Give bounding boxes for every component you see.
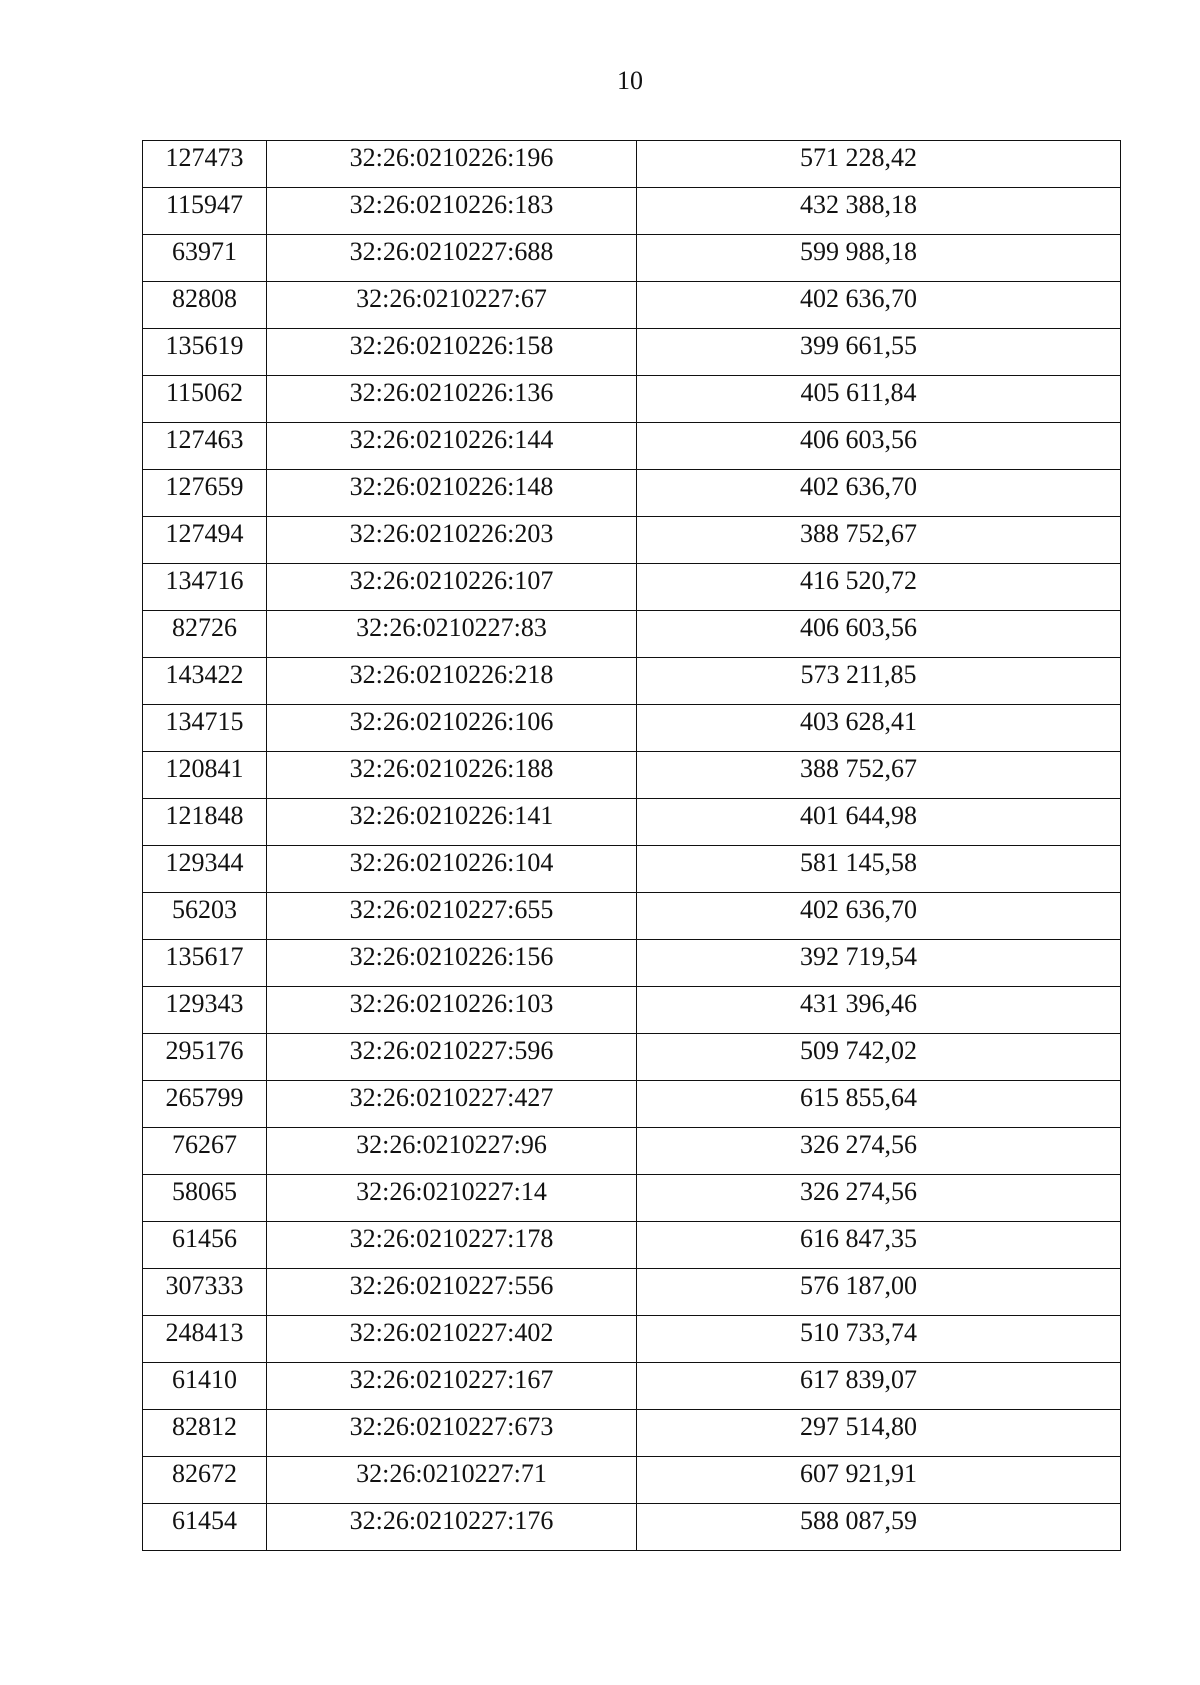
table-row	[143, 1504, 1121, 1551]
record-number-cell: 61456	[143, 1222, 267, 1269]
record-number-cell: 82812	[143, 1410, 267, 1457]
value-cell: 416 520,72	[637, 564, 1121, 611]
table-row	[143, 658, 1121, 705]
value-cell: 616 847,35	[637, 1222, 1121, 1269]
value-cell: 403 628,41	[637, 705, 1121, 752]
cadastral-number-cell: 32:26:0210226:156	[267, 940, 637, 987]
record-number-cell: 134715	[143, 705, 267, 752]
table-row	[143, 1128, 1121, 1175]
table-row	[143, 188, 1121, 235]
table-row	[143, 1222, 1121, 1269]
cadastral-number-cell: 32:26:0210227:402	[267, 1316, 637, 1363]
value-cell: 392 719,54	[637, 940, 1121, 987]
value-cell: 388 752,67	[637, 517, 1121, 564]
record-number-cell: 82672	[143, 1457, 267, 1504]
value-cell: 615 855,64	[637, 1081, 1121, 1128]
value-cell: 388 752,67	[637, 752, 1121, 799]
cadastral-number-cell: 32:26:0210226:148	[267, 470, 637, 517]
record-number-cell: 127473	[143, 141, 267, 188]
cadastral-number-cell: 32:26:0210227:83	[267, 611, 637, 658]
record-number-cell: 295176	[143, 1034, 267, 1081]
record-number-cell: 115062	[143, 376, 267, 423]
record-number-cell: 63971	[143, 235, 267, 282]
value-cell: 431 396,46	[637, 987, 1121, 1034]
cadastral-number-cell: 32:26:0210227:688	[267, 235, 637, 282]
record-number-cell: 82726	[143, 611, 267, 658]
value-cell: 297 514,80	[637, 1410, 1121, 1457]
table-row	[143, 1410, 1121, 1457]
table-row	[143, 799, 1121, 846]
cadastral-number-cell: 32:26:0210226:144	[267, 423, 637, 470]
cadastral-number-cell: 32:26:0210226:107	[267, 564, 637, 611]
value-cell: 399 661,55	[637, 329, 1121, 376]
value-cell: 581 145,58	[637, 846, 1121, 893]
cadastral-number-cell: 32:26:0210227:655	[267, 893, 637, 940]
cadastral-number-cell: 32:26:0210227:556	[267, 1269, 637, 1316]
cadastral-number-cell: 32:26:0210226:203	[267, 517, 637, 564]
table-row	[143, 611, 1121, 658]
record-number-cell: 135617	[143, 940, 267, 987]
value-cell: 405 611,84	[637, 376, 1121, 423]
value-cell: 406 603,56	[637, 611, 1121, 658]
record-number-cell: 58065	[143, 1175, 267, 1222]
cadastral-number-cell: 32:26:0210226:183	[267, 188, 637, 235]
record-number-cell: 265799	[143, 1081, 267, 1128]
page-number: 10	[617, 66, 643, 95]
data-table	[142, 140, 1121, 1551]
cadastral-number-cell: 32:26:0210227:673	[267, 1410, 637, 1457]
table-row	[143, 1363, 1121, 1410]
table-row	[143, 517, 1121, 564]
cadastral-number-cell: 32:26:0210226:103	[267, 987, 637, 1034]
value-cell: 588 087,59	[637, 1504, 1121, 1551]
value-cell: 326 274,56	[637, 1175, 1121, 1222]
cadastral-number-cell: 32:26:0210227:596	[267, 1034, 637, 1081]
record-number-cell: 127659	[143, 470, 267, 517]
table-row	[143, 1316, 1121, 1363]
value-cell: 406 603,56	[637, 423, 1121, 470]
table-row	[143, 1457, 1121, 1504]
record-number-cell: 248413	[143, 1316, 267, 1363]
table-row	[143, 141, 1121, 188]
cadastral-number-cell: 32:26:0210227:167	[267, 1363, 637, 1410]
record-number-cell: 61410	[143, 1363, 267, 1410]
record-number-cell: 121848	[143, 799, 267, 846]
table-body	[143, 141, 1121, 1551]
cadastral-number-cell: 32:26:0210226:141	[267, 799, 637, 846]
record-number-cell: 127494	[143, 517, 267, 564]
cadastral-number-cell: 32:26:0210227:14	[267, 1175, 637, 1222]
record-number-cell: 129343	[143, 987, 267, 1034]
table-row	[143, 282, 1121, 329]
table-row	[143, 705, 1121, 752]
cadastral-number-cell: 32:26:0210227:176	[267, 1504, 637, 1551]
cadastral-number-cell: 32:26:0210226:196	[267, 141, 637, 188]
record-number-cell: 143422	[143, 658, 267, 705]
cadastral-number-cell: 32:26:0210227:67	[267, 282, 637, 329]
value-cell: 326 274,56	[637, 1128, 1121, 1175]
cadastral-number-cell: 32:26:0210226:104	[267, 846, 637, 893]
cadastral-number-cell: 32:26:0210226:188	[267, 752, 637, 799]
table-row	[143, 423, 1121, 470]
value-cell: 576 187,00	[637, 1269, 1121, 1316]
table-row	[143, 1034, 1121, 1081]
value-cell: 510 733,74	[637, 1316, 1121, 1363]
value-cell: 401 644,98	[637, 799, 1121, 846]
record-number-cell: 56203	[143, 893, 267, 940]
record-number-cell: 61454	[143, 1504, 267, 1551]
table-row	[143, 376, 1121, 423]
cadastral-number-cell: 32:26:0210227:427	[267, 1081, 637, 1128]
value-cell: 402 636,70	[637, 893, 1121, 940]
table-row	[143, 987, 1121, 1034]
value-cell: 402 636,70	[637, 470, 1121, 517]
cadastral-number-cell: 32:26:0210226:136	[267, 376, 637, 423]
record-number-cell: 135619	[143, 329, 267, 376]
record-number-cell: 134716	[143, 564, 267, 611]
table-row	[143, 1081, 1121, 1128]
table-row	[143, 846, 1121, 893]
record-number-cell: 115947	[143, 188, 267, 235]
record-number-cell: 129344	[143, 846, 267, 893]
cadastral-number-cell: 32:26:0210227:96	[267, 1128, 637, 1175]
table-row	[143, 329, 1121, 376]
cadastral-number-cell: 32:26:0210227:71	[267, 1457, 637, 1504]
table-row	[143, 940, 1121, 987]
value-cell: 432 388,18	[637, 188, 1121, 235]
record-number-cell: 120841	[143, 752, 267, 799]
value-cell: 573 211,85	[637, 658, 1121, 705]
record-number-cell: 127463	[143, 423, 267, 470]
table-row	[143, 752, 1121, 799]
cadastral-number-cell: 32:26:0210226:218	[267, 658, 637, 705]
cadastral-number-cell: 32:26:0210226:158	[267, 329, 637, 376]
table-row	[143, 1175, 1121, 1222]
record-number-cell: 307333	[143, 1269, 267, 1316]
value-cell: 571 228,42	[637, 141, 1121, 188]
table-row	[143, 893, 1121, 940]
value-cell: 402 636,70	[637, 282, 1121, 329]
cadastral-number-cell: 32:26:0210227:178	[267, 1222, 637, 1269]
value-cell: 607 921,91	[637, 1457, 1121, 1504]
table-row	[143, 564, 1121, 611]
value-cell: 599 988,18	[637, 235, 1121, 282]
value-cell: 617 839,07	[637, 1363, 1121, 1410]
table-row	[143, 235, 1121, 282]
table-row	[143, 1269, 1121, 1316]
cadastral-number-cell: 32:26:0210226:106	[267, 705, 637, 752]
record-number-cell: 76267	[143, 1128, 267, 1175]
record-number-cell: 82808	[143, 282, 267, 329]
value-cell: 509 742,02	[637, 1034, 1121, 1081]
table-row	[143, 470, 1121, 517]
